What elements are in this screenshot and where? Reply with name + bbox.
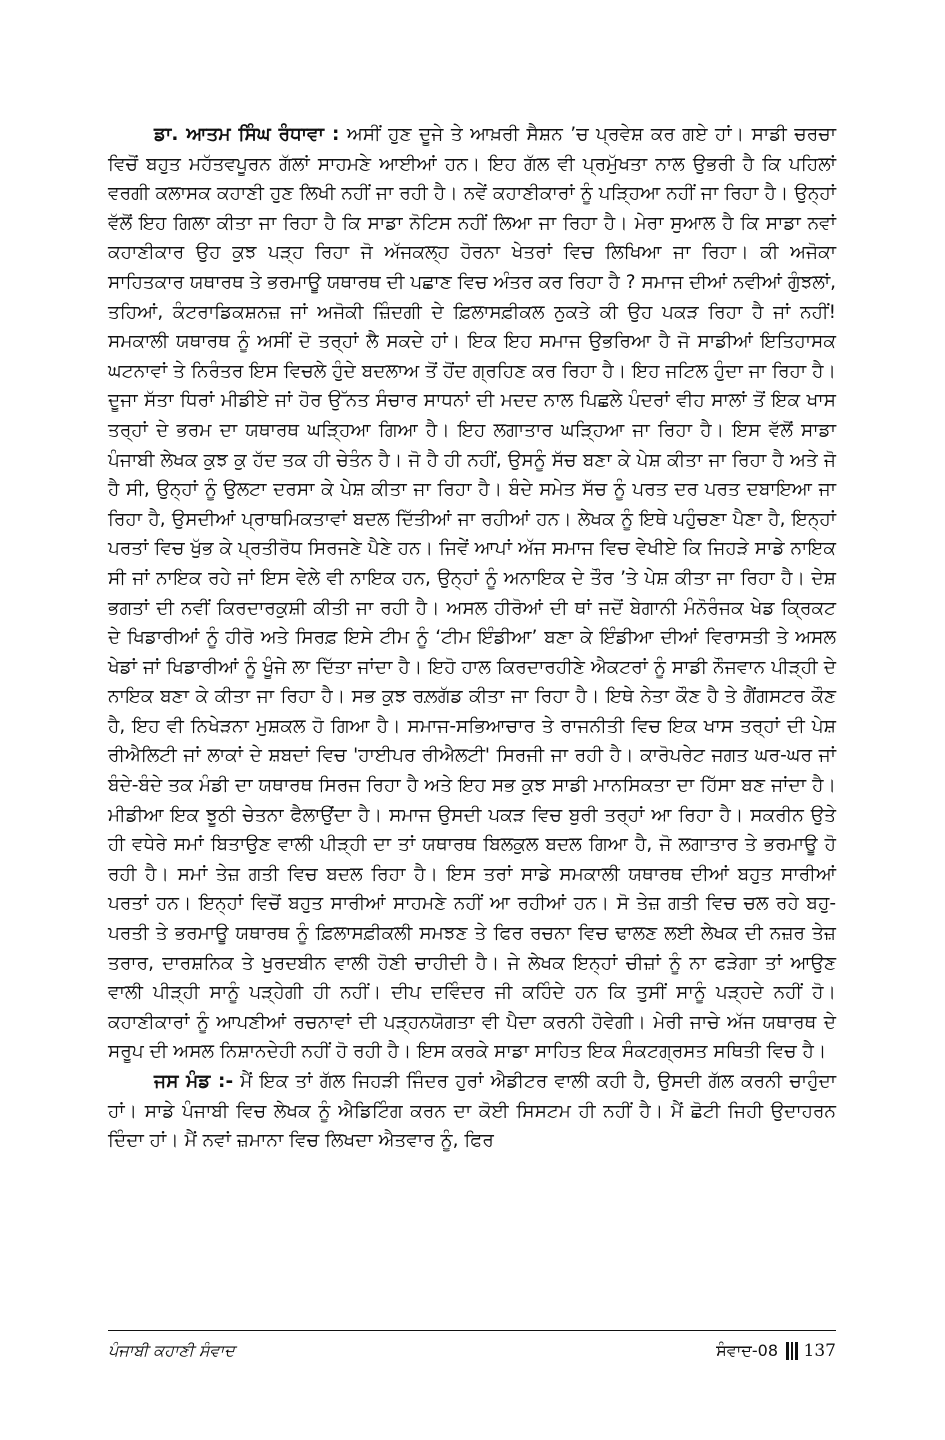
paragraph-randhawa (108, 120, 836, 1067)
footer-right (716, 1338, 836, 1364)
paragraph-jas-mand (108, 1067, 836, 1156)
footer-divider (108, 1330, 836, 1331)
book-title: ਪੰਜਾਬੀ ਕਹਾਣੀ ਸੰਵਾਦ (108, 1341, 235, 1360)
page-number: 137 (803, 1341, 836, 1361)
bars-icon (786, 1342, 798, 1360)
paragraph-text: ਮੈਂ ਇਕ ਤਾਂ ਗੱਲ ਜਿਹੜੀ ਜਿੰਦਰ ਹੁਰਾਂ ਐਡੀਟਰ ਵਾਲੀ ਕਹੀ ਹੈ, ਉਸਦੀ ਗੱਲ ਕਰਨੀ ਚਾਹੁੰਦਾ ਹਾਂ। ਸਾਡੇ ਪੰਜਾਬੀ ਵਿਚ ਲੇਖਕ ਨੂੰ ਐਡਿਟਿੰਗ ਕਰਨ ਦਾ ਕੋਈ ਸਿਸਟਮ ਹੀ ਨਹੀਂ ਹੈ। ਮੈਂ ਛੋਟੀ ਜਿਹੀ ਉਦਾਹਰਨ ਦਿੰਦਾ ਹਾਂ। ਮੈਂ ਨਵਾਂ ਜ਼ਮਾਨਾ ਵਿਚ ਲਿਖਦਾ ਐਤਵਾਰ ਨੂੰ, ਫਿਰ (108, 1071, 836, 1152)
speaker-name: ਡਾ. ਆਤਮ ਸਿੰਘ ਰੰਧਾਵਾ : (154, 124, 340, 145)
speaker-name: ਜਸ ਮੰਡ :- (154, 1071, 234, 1092)
paragraph-text: ਅਸੀਂ ਹੁਣ ਦੂਜੇ ਤੇ ਆਖ਼ਰੀ ਸੈਸ਼ਨ ’ਚ ਪ੍ਰਵੇਸ਼ ਕਰ ਗਏ ਹਾਂ। ਸਾਡੀ ਚਰਚਾ ਵਿਚੋਂ ਬਹੁਤ ਮਹੱਤਵਪੂਰਨ ਗੱਲਾਂ ਸਾਹਮਣੇ ਆਈਆਂ ਹਨ। ਇਹ ਗੱਲ ਵੀ ਪ੍ਰਮੁੱਖਤਾ ਨਾਲ ਉਭਰੀ ਹੈ ਕਿ ਪਹਿਲਾਂ ਵਰਗੀ ਕਲਾਸਕ ਕਹਾਣੀ ਹੁਣ ਲਿਖੀ ਨਹੀਂ ਜਾ ਰਹੀ ਹੈ। ਨਵੇਂ ਕਹਾਣੀਕਾਰਾਂ ਨੂੰ ਪੜ੍ਹਿਆ ਨਹੀਂ ਜਾ ਰਿਹਾ ਹੈ। ਉਨ੍ਹਾਂ ਵੱਲੋਂ ਇਹ ਗਿਲਾ ਕੀਤਾ ਜਾ ਰਿਹਾ ਹੈ ਕਿ ਸਾਡਾ ਨੋਟਿਸ ਨਹੀਂ ਲਿਆ ਜਾ ਰਿਹਾ ਹੈ। ਮੇਰਾ ਸੁਆਲ ਹੈ ਕਿ ਸਾਡਾ ਨਵਾਂ ਕਹਾਣੀਕਾਰ ਉਹ ਕੁਝ ਪੜ੍ਹ ਰਿਹਾ ਜੋ ਅੱਜਕਲ੍ਹ ਹੋਰਨਾ ਖੇਤਰਾਂ ਵਿਚ ਲਿਖਿਆ ਜਾ ਰਿਹਾ। ਕੀ ਅਜੋਕਾ ਸਾਹਿਤਕਾਰ ਯਥਾਰਥ ਤੇ ਭਰਮਾਊ ਯਥਾਰਥ ਦੀ ਪਛਾਣ ਵਿਚ ਅੰਤਰ ਕਰ ਰਿਹਾ ਹੈ ? ਸਮਾਜ ਦੀਆਂ ਨਵੀਆਂ ਗੁੰਝਲਾਂ, ਤਹਿਆਂ, ਕੰਟਰਾਡਿਕਸ਼ਨਜ਼ ਜਾਂ ਅਜੋਕੀ ਜ਼ਿੰਦਗੀ ਦੇ ਫ਼ਿਲਾਸਫ਼ੀਕਲ ਨੁਕਤੇ ਕੀ ਉਹ ਪਕੜ ਰਿਹਾ ਹੈ ਜਾਂ ਨਹੀਂ! ਸਮਕਾਲੀ ਯਥਾਰਥ ਨੂੰ ਅਸੀਂ ਦੋ ਤਰ੍ਹਾਂ ਲੈ ਸਕਦੇ ਹਾਂ। ਇਕ ਇਹ ਸਮਾਜ ਉਭਰਿਆ ਹੈ ਜੋ ਸਾਡੀਆਂ ਇਤਿਹਾਸਕ ਘਟਨਾਵਾਂ ਤੇ ਨਿਰੰਤਰ ਇਸ ਵਿਚਲੇ ਹੁੰਦੇ ਬਦਲਾਅ ਤੋਂ ਹੋਂਦ ਗ੍ਰਹਿਣ ਕਰ ਰਿਹਾ ਹੈ। ਇਹ ਜਟਿਲ ਹੁੰਦਾ ਜਾ ਰਿਹਾ ਹੈ। ਦੂਜਾ ਸੱਤਾ ਧਿਰਾਂ ਮੀਡੀਏ ਜਾਂ ਹੋਰ ਉੱਨਤ ਸੰਚਾਰ ਸਾਧਨਾਂ ਦੀ ਮਦਦ ਨਾਲ ਪਿਛਲੇ ਪੰਦਰਾਂ ਵੀਹ ਸਾਲਾਂ ਤੋਂ ਇਕ ਖਾਸ ਤਰ੍ਹਾਂ ਦੇ ਭਰਮ ਦਾ ਯਥਾਰਥ ਘੜ੍ਹਿਆ ਗਿਆ ਹੈ। ਇਹ ਲਗਾਤਾਰ ਘੜ੍ਹਿਆ ਜਾ ਰਿਹਾ ਹੈ। ਇਸ ਵੱਲੋਂ ਸਾਡਾ ਪੰਜਾਬੀ ਲੇਖਕ ਕੁਝ ਕੁ ਹੱਦ ਤਕ ਹੀ ਚੇਤੰਨ ਹੈ। ਜੋ ਹੈ ਹੀ ਨਹੀਂ, ਉਸਨੂੰ ਸੱਚ ਬਣਾ ਕੇ ਪੇਸ਼ ਕੀਤਾ ਜਾ ਰਿਹਾ ਹੈ ਅਤੇ ਜੋ ਹੈ ਸੀ, ਉਨ੍ਹਾਂ ਨੂੰ ਉਲਟਾ ਦਰਸਾ ਕੇ ਪੇਸ਼ ਕੀਤਾ ਜਾ ਰਿਹਾ ਹੈ। ਬੰਦੇ ਸਮੇਤ ਸੱਚ ਨੂੰ ਪਰਤ ਦਰ ਪਰਤ ਦਬਾਇਆ ਜਾ ਰਿਹਾ ਹੈ, ਉਸਦੀਆਂ ਪ੍ਰਾਥਮਿਕਤਾਵਾਂ ਬਦਲ ਦਿੱਤੀਆਂ ਜਾ ਰਹੀਆਂ ਹਨ। ਲੇਖਕ ਨੂੰ ਇਥੇ ਪਹੁੰਚਣਾ ਪੈਣਾ ਹੈ, ਇਨ੍ਹਾਂ ਪਰਤਾਂ ਵਿਚ ਖੁੱਭ ਕੇ ਪ੍ਰਤੀਰੋਧ ਸਿਰਜਣੇ ਪੈਣੇ ਹਨ। ਜਿਵੇਂ ਆਪਾਂ ਅੱਜ ਸਮਾਜ ਵਿਚ ਵੇਖੀਏ ਕਿ ਜਿਹੜੇ ਸਾਡੇ ਨਾਇਕ ਸੀ ਜਾਂ ਨਾਇਕ ਰਹੇ ਜਾਂ ਇਸ ਵੇਲੇ ਵੀ ਨਾਇਕ ਹਨ, ਉਨ੍ਹਾਂ ਨੂੰ ਅਨਾਇਕ ਦੇ ਤੌਰ ’ਤੇ ਪੇਸ਼ ਕੀਤਾ ਜਾ ਰਿਹਾ ਹੈ। ਦੇਸ਼ ਭਗਤਾਂ ਦੀ ਨਵੀਂ ਕਿਰਦਾਰਕੁਸ਼ੀ ਕੀਤੀ ਜਾ ਰਹੀ ਹੈ। ਅਸਲ ਹੀਰੋਆਂ ਦੀ ਥਾਂ ਜਦੋਂ ਬੇਗਾਨੀ ਮੰਨੋਰੰਜਕ ਖੇਡ ਕ੍ਰਿਕਟ ਦੇ ਖਿਡਾਰੀਆਂ ਨੂੰ ਹੀਰੋ ਅਤੇ ਸਿਰਫ਼ ਇਸੇ ਟੀਮ ਨੂੰ ‘ਟੀਮ ਇੰਡੀਆ’ ਬਣਾ ਕੇ ਇੰਡੀਆ ਦੀਆਂ ਵਿਰਾਸਤੀ ਤੇ ਅਸਲ ਖੇਡਾਂ ਜਾਂ ਖਿਡਾਰੀਆਂ ਨੂੰ ਖੂੰਜੇ ਲਾ ਦਿੱਤਾ ਜਾਂਦਾ ਹੈ। ਇਹੋ ਹਾਲ ਕਿਰਦਾਰਹੀਣੇ ਐਕਟਰਾਂ ਨੂੰ ਸਾਡੀ ਨੌਜਵਾਨ ਪੀੜ੍ਹੀ ਦੇ ਨਾਇਕ ਬਣਾ ਕੇ ਕੀਤਾ ਜਾ ਰਿਹਾ ਹੈ। ਸਭ ਕੁਝ ਰਲ਼ਗੱਡ ਕੀਤਾ ਜਾ ਰਿਹਾ ਹੈ। ਇਥੇ ਨੇਤਾ ਕੌਣ ਹੈ ਤੇ ਗੈਂਗਸਟਰ ਕੌਣ ਹੈ, ਇਹ ਵੀ ਨਿਖੇੜਨਾ ਮੁਸ਼ਕਲ ਹੋ ਗਿਆ ਹੈ। ਸਮਾਜ-ਸਭਿਆਚਾਰ ਤੇ ਰਾਜਨੀਤੀ ਵਿਚ ਇਕ ਖਾਸ ਤਰ੍ਹਾਂ ਦੀ ਪੇਸ਼ ਰੀਐਲਿਟੀ ਜਾਂ ਲਾਕਾਂ ਦੇ ਸ਼ਬਦਾਂ ਵਿਚ 'ਹਾਈਪਰ ਰੀਐਲਟੀ' ਸਿਰਜੀ ਜਾ ਰਹੀ ਹੈ। ਕਾਰੋਪਰੇਟ ਜਗਤ ਘਰ-ਘਰ ਜਾਂ ਬੰਦੇ-ਬੰਦੇ ਤਕ ਮੰਡੀ ਦਾ ਯਥਾਰਥ ਸਿਰਜ ਰਿਹਾ ਹੈ ਅਤੇ ਇਹ ਸਭ ਕੁਝ ਸਾਡੀ ਮਾਨਸਿਕਤਾ ਦਾ ਹਿੱਸਾ ਬਣ ਜਾਂਦਾ ਹੈ। ਮੀਡੀਆ ਇਕ ਝੂਠੀ ਚੇਤਨਾ ਫੈਲਾਉਂਦਾ ਹੈ। ਸਮਾਜ ਉਸਦੀ ਪਕੜ ਵਿਚ ਬੁਰੀ ਤਰ੍ਹਾਂ ਆ ਰਿਹਾ ਹੈ। ਸਕਰੀਨ ਉਤੇ ਹੀ ਵਧੇਰੇ ਸਮਾਂ ਬਿਤਾਉਣ ਵਾਲੀ ਪੀੜ੍ਹੀ ਦਾ ਤਾਂ ਯਥਾਰਥ ਬਿਲਕੁਲ ਬਦਲ ਗਿਆ ਹੈ, ਜੋ ਲਗਾਤਾਰ ਤੇ ਭਰਮਾਊ ਹੋ ਰਹੀ ਹੈ। ਸਮਾਂ ਤੇਜ਼ ਗਤੀ ਵਿਚ ਬਦਲ ਰਿਹਾ ਹੈ। ਇਸ ਤਰਾਂ ਸਾਡੇ ਸਮਕਾਲੀ ਯਥਾਰਥ ਦੀਆਂ ਬਹੁਤ ਸਾਰੀਆਂ ਪਰਤਾਂ ਹਨ। ਇਨ੍ਹਾਂ ਵਿਚੋਂ ਬਹੁਤ ਸਾਰੀਆਂ ਸਾਹਮਣੇ ਨਹੀਂ ਆ ਰਹੀਆਂ ਹਨ। ਸੋ ਤੇਜ਼ ਗਤੀ ਵਿਚ ਚਲ ਰਹੇ ਬਹੁ-ਪਰਤੀ ਤੇ ਭਰਮਾਊ ਯਥਾਰਥ ਨੂੰ ਫ਼ਿਲਾਸਫ਼ੀਕਲੀ ਸਮਝਣ ਤੇ ਫਿਰ ਰਚਨਾ ਵਿਚ ਢਾਲਣ ਲਈ ਲੇਖਕ ਦੀ ਨਜ਼ਰ ਤੇਜ਼ ਤਰਾਰ, ਦਾਰਸ਼ਨਿਕ ਤੇ ਖੁਰਦਬੀਨ ਵਾਲੀ ਹੋਣੀ ਚਾਹੀਦੀ ਹੈ। ਜੇ ਲੇਖਕ ਇਨ੍ਹਾਂ ਚੀਜ਼ਾਂ ਨੂੰ ਨਾ ਫੜੇਗਾ ਤਾਂ ਆਉਣ ਵਾਲੀ ਪੀੜ੍ਹੀ ਸਾਨੂੰ ਪੜ੍ਹੇਗੀ ਹੀ ਨਹੀਂ। ਦੀਪ ਦਵਿੰਦਰ ਜੀ ਕਹਿੰਦੇ ਹਨ ਕਿ ਤੁਸੀਂ ਸਾਨੂੰ ਪੜ੍ਹਦੇ ਨਹੀਂ ਹੋ। ਕਹਾਣੀਕਾਰਾਂ ਨੂੰ ਆਪਣੀਆਂ ਰਚਨਾਵਾਂ ਦੀ ਪੜ੍ਹਨਯੋਗਤਾ ਵੀ ਪੈਦਾ ਕਰਨੀ ਹੋਵੇਗੀ। ਮੇਰੀ ਜਾਚੇ ਅੱਜ ਯਥਾਰਥ ਦੇ ਸਰੂਪ ਦੀ ਅਸਲ ਨਿਸ਼ਾਨਦੇਹੀ ਨਹੀਂ ਹੋ ਰਹੀ ਹੈ। ਇਸ ਕਰਕੇ ਸਾਡਾ ਸਾਹਿਤ ਇਕ ਸੰਕਟਗ੍ਰਸਤ ਸਥਿਤੀ ਵਿਚ ਹੈ। (108, 124, 837, 1063)
page-footer (108, 1338, 836, 1364)
page-body (108, 120, 836, 1156)
section-label: ਸੰਵਾਦ-08 (716, 1341, 779, 1360)
